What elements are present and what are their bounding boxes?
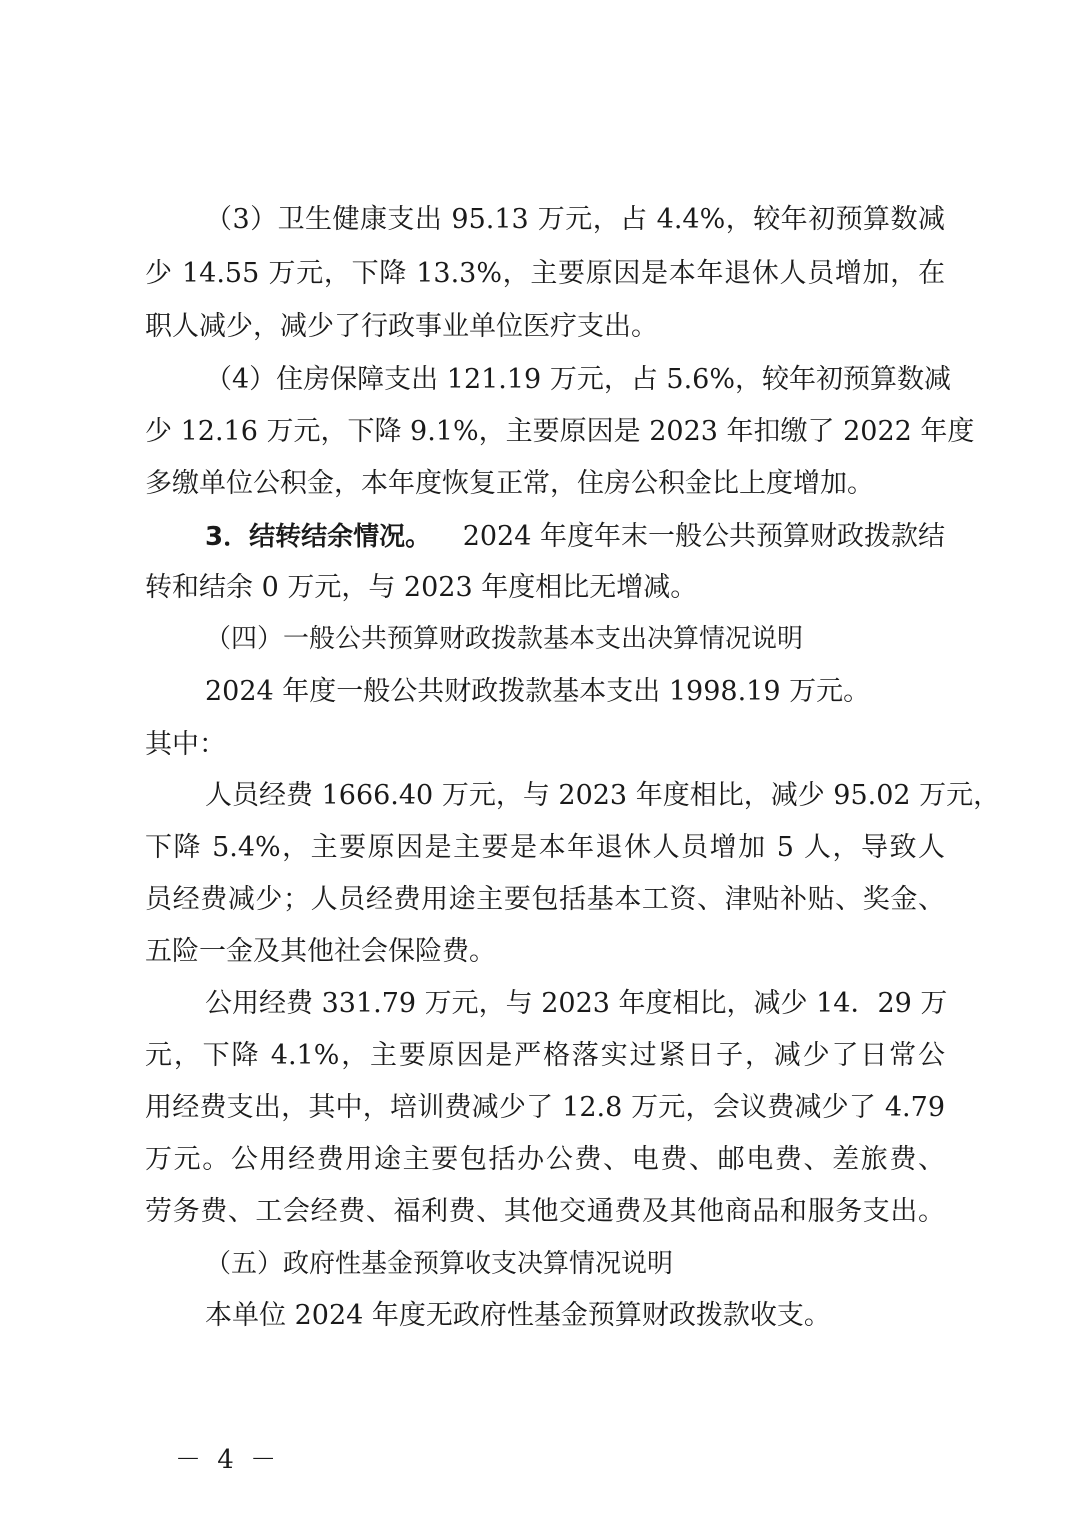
paragraph-line: 员经费减少；人员经费用途主要包括基本工资、津贴补贴、奖金、 [145,884,945,915]
paragraph-line: （3）卫生健康支出 95.13 万元，占 4.4%，较年初预算数减 [205,204,945,235]
paragraph-line: 多缴单位公积金，本年度恢复正常，住房公积金比上度增加。 [145,468,874,499]
paragraph-line: （4）住房保障支出 121.19 万元，占 5.6%，较年初预算数减 [205,364,951,395]
section-heading: （四）一般公共预算财政拨款基本支出决算情况说明 [205,624,804,654]
paragraph-line: 下降 5.4%，主要原因是主要是本年退休人员增加 5 人，导致人 [145,832,945,863]
carryover-paragraph [205,521,945,553]
paragraph-line: 公用经费 331.79 万元，与 2023 年度相比，减少 14．29 万 [205,988,948,1019]
paragraph-line: 五险一金及其他社会保险费。 [145,936,496,967]
paragraph-line: 人员经费 1666.40 万元，与 2023 年度相比，减少 95.02 万元， [205,780,1001,811]
paragraph-line: 元，下降 4.1%，主要原因是严格落实过紧日子，减少了日常公 [145,1040,945,1071]
section-heading: （五）政府性基金预算收支决算情况说明 [205,1249,674,1279]
paragraph-line: 2024 年度年末一般公共预算财政拨款结 [462,521,945,552]
paragraph-line: 转和结余 0 万元，与 2023 年度相比无增减。 [145,572,698,603]
paragraph-line: 少 12.16 万元，下降 9.1%，主要原因是 2023 年扣缴了 2022 年度 [145,416,975,447]
paragraph-line: 2024 年度一般公共财政拨款基本支出 1998.19 万元。 [205,676,871,707]
section-lead: 3．结转结余情况。 [205,522,432,552]
page-number: － 4 － [175,1445,281,1475]
paragraph-line: 本单位 2024 年度无政府性基金预算财政拨款收支。 [205,1300,831,1331]
paragraph-line: 其中： [145,729,226,760]
paragraph-line: 少 14.55 万元，下降 13.3%，主要原因是本年退休人员增加，在 [145,258,945,289]
paragraph-line: 劳务费、工会经费、福利费、其他交通费及其他商品和服务支出。 [145,1196,945,1227]
paragraph-line: 用经费支出，其中，培训费减少了 12.8 万元，会议费减少了 4.79 [145,1092,945,1123]
paragraph-line: 万元。公用经费用途主要包括办公费、电费、邮电费、差旅费、 [145,1144,945,1175]
paragraph-line: 职人减少，减少了行政事业单位医疗支出。 [145,311,658,342]
